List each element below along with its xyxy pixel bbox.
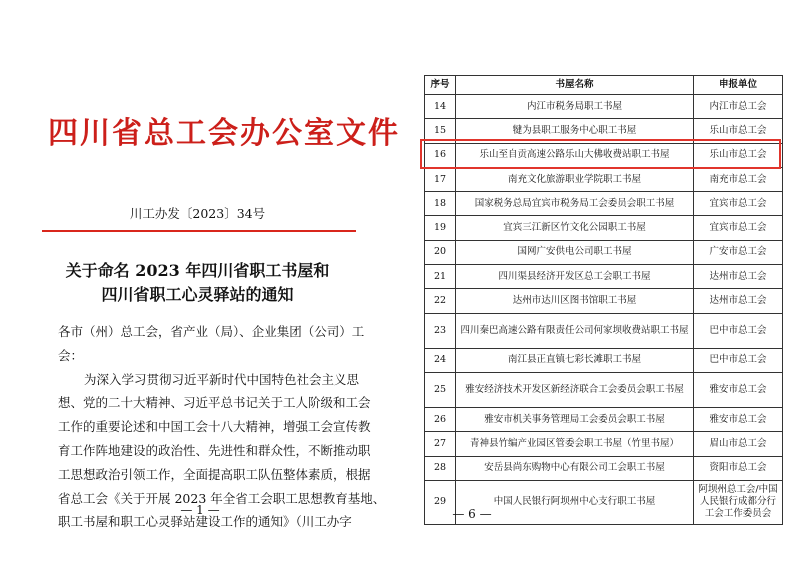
body-line: 想、党的二十大精神、习近平总书记关于工人阶级和工会	[58, 395, 371, 411]
right-page	[400, 0, 800, 566]
table-row	[425, 348, 783, 372]
cell-unit: 雅安市总工会	[694, 407, 783, 431]
cell-unit: 南充市总工会	[694, 167, 783, 191]
cell-name: 雅安市机关事务管理局工会委员会职工书屋	[456, 407, 694, 431]
cell-serial: 25	[425, 372, 456, 407]
table-row	[425, 240, 783, 264]
cell-name: 乐山至自贡高速公路乐山大佛收费站职工书屋	[456, 143, 694, 167]
table-row	[425, 167, 783, 191]
cell-name: 南江县正直镇七彩长滩职工书屋	[456, 348, 694, 372]
cell-name: 南充文化旅游职业学院职工书屋	[456, 167, 694, 191]
header-name: 书屋名称	[456, 76, 694, 95]
cell-serial: 24	[425, 348, 456, 372]
cell-serial: 26	[425, 407, 456, 431]
cell-unit: 内江市总工会	[694, 95, 783, 119]
cell-unit: 乐山市总工会	[694, 143, 783, 167]
cell-unit: 雅安市总工会	[694, 372, 783, 407]
cell-unit: 乐山市总工会	[694, 119, 783, 143]
body-line: 会：	[58, 347, 84, 363]
cell-unit: 阿坝州总工会/中国人民银行成都分行工会工作委员会	[694, 480, 783, 524]
cell-name: 宜宾三江新区竹文化公园职工书屋	[456, 216, 694, 240]
table-row	[425, 432, 783, 456]
cell-serial: 19	[425, 216, 456, 240]
cell-name: 青神县竹编产业园区管委会职工书屋（竹里书屋）	[456, 432, 694, 456]
header-unit: 申报单位	[694, 76, 783, 95]
cell-unit: 巴中市总工会	[694, 313, 783, 348]
cell-unit: 宜宾市总工会	[694, 216, 783, 240]
cell-serial: 23	[425, 313, 456, 348]
body-line: 各市（州）总工会，省产业（局）、企业集团（公司）工	[58, 324, 365, 339]
table-row	[425, 265, 783, 289]
cell-name: 达州市达川区图书馆职工书屋	[456, 289, 694, 313]
cell-unit: 宜宾市总工会	[694, 192, 783, 216]
body-line: 职工书屋和职工心灵驿站建设工作的通知》（川工办字	[58, 514, 352, 530]
cell-serial: 15	[425, 119, 456, 143]
cell-name: 犍为县职工服务中心职工书屋	[456, 119, 694, 143]
cell-name: 内江市税务局职工书屋	[456, 95, 694, 119]
cell-unit: 资阳市总工会	[694, 456, 783, 480]
document-title: 四川省总工会办公室文件	[48, 116, 400, 151]
cell-name: 安岳县尚东购物中心有限公司工会职工书屋	[456, 456, 694, 480]
page-number: — 1 —	[180, 503, 220, 517]
cell-name: 四川秦巴高速公路有限责任公司何家坝收费站职工书屋	[456, 313, 694, 348]
table-row	[425, 313, 783, 348]
page-number: — 6 —	[452, 507, 492, 521]
reading-room-table	[424, 75, 783, 525]
cell-unit: 达州市总工会	[694, 265, 783, 289]
body-line: 工思想政治引领工作，全面提高职工队伍整体素质，根据	[58, 466, 371, 482]
table-row	[425, 216, 783, 240]
cell-serial: 14	[425, 95, 456, 119]
document-number: 川工办发〔2023〕34号	[129, 206, 266, 221]
table-row	[425, 407, 783, 431]
cell-name: 中国人民银行阿坝州中心支行职工书屋	[456, 480, 694, 524]
cell-name: 雅安经济技术开发区新经济联合工会委员会职工书屋	[456, 372, 694, 407]
cell-serial: 29	[425, 480, 456, 524]
table-header-row	[425, 76, 783, 95]
table-row	[425, 119, 783, 143]
cell-serial: 28	[425, 456, 456, 480]
body-line: 育工作阵地建设的政治性、先进性和群众性，不断推动职	[58, 442, 371, 458]
cell-unit: 眉山市总工会	[694, 432, 783, 456]
body-line: 为深入学习贯彻习近平新时代中国特色社会主义思	[84, 371, 360, 387]
body-line: 工作的重要论述和中国工会十八大精神，增强工会宣传教	[58, 419, 371, 435]
body-line: 省总工会《关于开展 2023 年全省工会职工思想教育基地、	[58, 490, 386, 506]
table-row	[425, 372, 783, 407]
table-row	[425, 95, 783, 119]
cell-serial: 20	[425, 240, 456, 264]
cell-unit: 巴中市总工会	[694, 348, 783, 372]
table-row	[425, 289, 783, 313]
cell-serial: 22	[425, 289, 456, 313]
header-serial: 序号	[425, 76, 456, 95]
cell-unit: 广安市总工会	[694, 240, 783, 264]
notice-heading-line2: 四川省职工心灵驿站的通知	[101, 285, 294, 304]
table-row-highlighted	[425, 143, 783, 167]
red-divider	[42, 230, 356, 232]
table-row	[425, 456, 783, 480]
cell-serial: 27	[425, 432, 456, 456]
cell-serial: 18	[425, 192, 456, 216]
table-row	[425, 192, 783, 216]
cell-unit: 达州市总工会	[694, 289, 783, 313]
cell-name: 四川渠县经济开发区总工会职工书屋	[456, 265, 694, 289]
cell-name: 国家税务总局宜宾市税务局工会委员会职工书屋	[456, 192, 694, 216]
notice-heading-line1: 关于命名 2023 年四川省职工书屋和	[65, 261, 330, 280]
cell-serial: 16	[425, 143, 456, 167]
cell-serial: 17	[425, 167, 456, 191]
cell-serial: 21	[425, 265, 456, 289]
cell-name: 国网广安供电公司职工书屋	[456, 240, 694, 264]
